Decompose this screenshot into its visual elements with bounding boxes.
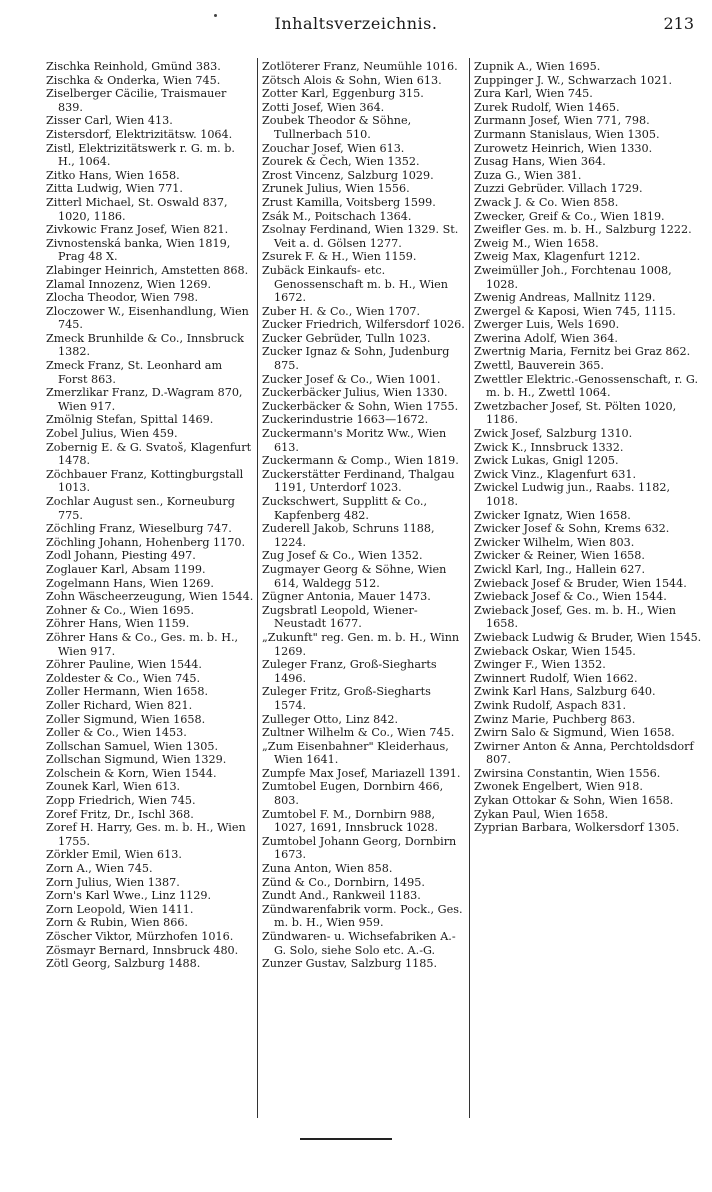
index-entry: Zwettler Elektric.-Genossenschaft, r. G. m. b. H., Zwettl 1064.	[474, 372, 698, 400]
index-entry: Zötl Georg, Salzburg 1488.	[46, 957, 201, 971]
index-entry: Zuleger Franz, Groß-Siegharts 1496.	[262, 658, 437, 685]
index-entry: Zugsbratl Leopold, Wiener-Neustadt 1677.	[262, 603, 418, 631]
index-entry: Zorn & Rubin, Wien 866.	[46, 916, 188, 930]
index-entry: Zoldester & Co., Wien 745.	[46, 671, 201, 685]
index-entry: Zwicker Ignatz, Wien 1658.	[474, 508, 631, 522]
index-entry: Zuckerstätter Ferdinand, Thalgau 1191, Unterdorf 1023.	[262, 467, 455, 495]
index-column-1	[46, 60, 254, 1140]
index-entry: Zöhrer Pauline, Wien 1544.	[46, 658, 202, 672]
index-entry: Zrost Vincenz, Salzburg 1029.	[262, 168, 434, 182]
index-entry: Zwieback Josef & Bruder, Wien 1544.	[474, 576, 687, 590]
index-entry: Zouchar Josef, Wien 613.	[262, 141, 405, 155]
index-entry: Zrunek Julius, Wien 1556.	[262, 182, 410, 196]
index-entry: Zistl, Elektrizitätswerk r. G. m. b. H., 1064.	[46, 141, 235, 169]
index-entry: Zyprian Barbara, Wolkersdorf 1305.	[474, 821, 680, 835]
index-entry: Zuckerindustrie 1663—1672.	[262, 413, 429, 427]
index-entry: Zwack J. & Co. Wien 858.	[474, 195, 619, 209]
index-entry: Zobernig E. & G. Svatoš, Klagenfurt 1478.	[46, 440, 252, 468]
index-entry: Zwick K., Innsbruck 1332.	[474, 440, 624, 454]
index-entry: Zundt And., Rankweil 1183.	[262, 889, 421, 903]
index-entry: Zitko Hans, Wien 1658.	[46, 168, 180, 182]
footer-rule	[300, 1138, 392, 1140]
index-entry: Zorn A., Wien 745.	[46, 862, 153, 876]
index-entry: Zuckerbäcker Julius, Wien 1330.	[262, 386, 448, 400]
index-entry: Zwieback Josef, Ges. m. b. H., Wien 1658.	[474, 603, 676, 631]
index-entry: Zlocha Theodor, Wien 798.	[46, 291, 199, 305]
index-entry: Zykan Ottokar & Sohn, Wien 1658.	[474, 794, 674, 808]
index-entry: Zwinnert Rudolf, Wien 1662.	[474, 671, 638, 685]
page-title: Inhaltsverzeichnis.	[274, 14, 438, 33]
index-entry: Zrust Kamilla, Voitsberg 1599.	[262, 195, 436, 209]
index-entry: Zotter Karl, Eggenburg 315.	[262, 87, 424, 101]
index-column-2	[262, 60, 466, 1140]
index-entry: Zumtobel Johann Georg, Dornbirn 1673.	[262, 834, 457, 862]
index-entry: Zwirn Salo & Sigmund, Wien 1658.	[474, 726, 675, 740]
index-entry: Zmeck Brunhilde & Co., Innsbruck 1382.	[46, 331, 244, 359]
index-entry: Zuber H. & Co., Wien 1707.	[262, 304, 421, 318]
index-entry: Zmerzlikar Franz, D.-Wagram 870, Wien 917.	[46, 386, 243, 413]
index-entry: Zucker Gebrüder, Tulln 1023.	[262, 331, 431, 345]
index-entry: Zwerger Luis, Wels 1690.	[474, 318, 620, 332]
index-entry: Zuckerbäcker & Sohn, Wien 1755.	[262, 399, 459, 413]
index-entry: Zistersdorf, Elektrizitätsw. 1064.	[46, 127, 233, 141]
index-entry: Zumtobel F. M., Dornbirn 988, 1027, 1691, Innsbruck 1028.	[262, 807, 439, 835]
index-entry: Zolschein & Korn, Wien 1544.	[46, 766, 217, 780]
index-entry: Zucker Josef & Co., Wien 1001.	[262, 372, 441, 386]
index-entry: Zivnostenská banka, Wien 1819, Prag 48 X.	[46, 236, 231, 264]
index-entry: Zwieback Oskar, Wien 1545.	[474, 644, 636, 658]
index-entry: Zollschan Sigmund, Wien 1329.	[46, 753, 227, 767]
index-entry: Zwinz Marie, Puchberg 863.	[474, 712, 636, 726]
page-number: 213	[663, 14, 694, 33]
index-entry: Zumpfe Max Josef, Mariazell 1391.	[262, 766, 461, 780]
index-entry: Zisser Carl, Wien 413.	[46, 114, 173, 128]
page-header	[0, 14, 712, 40]
index-entry: Zörkler Emil, Wien 613.	[46, 848, 182, 862]
index-entry: Zusag Hans, Wien 364.	[474, 155, 606, 169]
index-entry: Zlabinger Heinrich, Amstetten 868.	[46, 263, 249, 277]
index-entry: Zmeck Franz, St. Leonhard am Forst 863.	[46, 359, 223, 386]
index-entry: Zitterl Michael, St. Oswald 837, 1020, 1186.	[46, 195, 228, 223]
index-entry: Zurek Rudolf, Wien 1465.	[474, 100, 620, 114]
index-entry: Zoglauer Karl, Absam 1199.	[46, 562, 206, 576]
index-entry: Zwink Karl Hans, Salzburg 640.	[474, 685, 656, 699]
index-entry: Zügner Antonia, Mauer 1473.	[262, 590, 431, 604]
index-entry: Zuna Anton, Wien 858.	[262, 862, 393, 876]
index-entry: Zwicker Josef & Sohn, Krems 632.	[474, 522, 670, 536]
index-entry: Zweig M., Wien 1658.	[474, 236, 599, 250]
index-entry: Zündwaren- u. Wichsefabriken A.-G. Solo, siehe Solo etc. A.-G.	[262, 930, 456, 957]
index-entry: Zorn Leopold, Wien 1411.	[46, 902, 194, 916]
index-entry: Zollschan Samuel, Wien 1305.	[46, 739, 219, 753]
index-entry: Zöchbauer Franz, Kottingburgstall 1013.	[46, 467, 244, 495]
index-entry: Zoubek Theodor & Söhne, Tullnerbach 510.	[262, 114, 412, 141]
index-entry: Zuleger Fritz, Groß-Siegharts 1574.	[262, 685, 431, 712]
index-entry: Zlamal Innozenz, Wien 1269.	[46, 277, 212, 291]
index-entry: Zupnik A., Wien 1695.	[474, 60, 601, 73]
index-entry: Zwink Rudolf, Aspach 831.	[474, 698, 627, 712]
index-entry: Zwirner Anton & Anna, Perchtoldsdorf 807.	[474, 739, 694, 767]
index-entry: Zwicker & Reiner, Wien 1658.	[474, 549, 645, 563]
index-entry: Zwickl Karl, Ing., Hallein 627.	[474, 562, 646, 576]
index-entry: Zourek & Čech, Wien 1352.	[262, 155, 420, 169]
index-entry: Zwergel & Kaposi, Wien 745, 1115.	[474, 304, 676, 318]
index-entry: Zischka Reinhold, Gmünd 383.	[46, 60, 221, 73]
index-entry: Zoller Sigmund, Wien 1658.	[46, 712, 206, 726]
index-column-3	[474, 60, 704, 1140]
index-entry: Zorn's Karl Wwe., Linz 1129.	[46, 889, 211, 903]
index-entry: Zwerina Adolf, Wien 364.	[474, 331, 618, 345]
index-entry: Zwonek Engelbert, Wien 918.	[474, 780, 643, 794]
index-entry: Zuza G., Wien 381.	[474, 168, 582, 182]
index-entry: Zoref Fritz, Dr., Ischl 368.	[46, 807, 194, 821]
index-entry: Zoller Richard, Wien 821.	[46, 698, 193, 712]
index-entry: Zobel Julius, Wien 459.	[46, 427, 178, 441]
index-entry: Zünd & Co., Dornbirn, 1495.	[262, 875, 425, 889]
index-entry: Zoller Hermann, Wien 1658.	[46, 685, 209, 699]
index-entry: Zöscher Viktor, Mürzhofen 1016.	[46, 930, 234, 943]
index-entry: Zöchling Johann, Hohenberg 1170.	[46, 535, 246, 549]
index-entry: Zwirsina Constantin, Wien 1556.	[474, 766, 661, 780]
index-entry: Zuckermann's Moritz Ww., Wien 613.	[262, 427, 447, 454]
index-entry: Zwicker Wilhelm, Wien 803.	[474, 535, 635, 549]
index-entry: Zykan Paul, Wien 1658.	[474, 807, 609, 821]
index-entry: Zultner Wilhelm & Co., Wien 745.	[262, 726, 455, 740]
index-entry: Zwieback Ludwig & Bruder, Wien 1545.	[474, 630, 702, 644]
index-entry: Zounek Karl, Wien 613.	[46, 780, 181, 794]
index-entry: Zweig Max, Klagenfurt 1212.	[474, 250, 641, 264]
index-entry: Zulleger Otto, Linz 842.	[262, 712, 399, 726]
index-entry: Zurowetz Heinrich, Wien 1330.	[474, 141, 653, 155]
index-entry: Zischka & Onderka, Wien 745.	[46, 73, 221, 87]
index-entry: Zsurek F. & H., Wien 1159.	[262, 250, 417, 264]
index-entry: Zsák M., Poitschach 1364.	[262, 209, 412, 223]
index-entry: Zogelmann Hans, Wien 1269.	[46, 576, 214, 590]
index-entry: Zohner & Co., Wien 1695.	[46, 603, 195, 617]
index-entry: Zitta Ludwig, Wien 771.	[46, 182, 183, 196]
index-entry: Zöchling Franz, Wieselburg 747.	[46, 522, 232, 536]
index-entry: Zsolnay Ferdinand, Wien 1329. St. Veit a. d. Gölsen 1277.	[262, 223, 459, 250]
index-entry: Zwick Lukas, Gnigl 1205.	[474, 454, 619, 468]
index-entry: Zuckermann & Comp., Wien 1819.	[262, 454, 459, 468]
index-entry: Zurmann Josef, Wien 771, 798.	[474, 114, 650, 128]
index-entry: Zoller & Co., Wien 1453.	[46, 726, 187, 740]
index-entry: Zotlöterer Franz, Neumühle 1016.	[262, 60, 458, 73]
index-entry: Zwick Josef, Salzburg 1310.	[474, 427, 633, 441]
index-entry: Zöhrer Hans, Wien 1159.	[46, 617, 190, 631]
index-entry: Zunzer Gustav, Salzburg 1185.	[262, 957, 438, 971]
index-entry: Zösmayr Bernard, Innsbruck 480.	[46, 943, 239, 957]
index-entry: Zurmann Stanislaus, Wien 1305.	[474, 127, 660, 141]
index-entry: Ziselberger Cäcilie, Traismauer 839.	[46, 87, 227, 114]
index-entry: Zug Josef & Co., Wien 1352.	[262, 549, 423, 563]
index-entry: Zötsch Alois & Sohn, Wien 613.	[262, 73, 442, 87]
index-entry: Zweifler Ges. m. b. H., Salzburg 1222.	[474, 223, 692, 237]
index-entry: Zündwarenfabrik vorm. Pock., Ges. m. b. H., Wien 959.	[262, 902, 463, 930]
index-entry: Zwick Vinz., Klagenfurt 631.	[474, 467, 637, 481]
index-entry: Zoref H. Harry, Ges. m. b. H., Wien 1755.	[46, 821, 246, 848]
index-entry: Zohn Wäscheerzeugung, Wien 1544.	[46, 590, 254, 604]
index-entry: Zwetzbacher Josef, St. Pölten 1020, 1186.	[474, 399, 677, 427]
index-columns	[0, 60, 712, 1140]
index-entry: Zwertnig Maria, Fernitz bei Graz 862.	[474, 345, 691, 359]
index-entry: Zuckschwert, Supplitt & Co., Kapfenberg 482.	[262, 495, 428, 522]
index-entry: Zwinger F., Wien 1352.	[474, 658, 606, 672]
index-entry: Zopp Friedrich, Wien 745.	[46, 794, 196, 808]
index-entry: Zucker Friedrich, Wilfersdorf 1026.	[262, 318, 465, 332]
index-entry: Zuzzi Gebrüder. Villach 1729.	[474, 182, 643, 196]
index-entry: Zwecker, Greif & Co., Wien 1819.	[474, 209, 665, 223]
index-entry: Zotti Josef, Wien 364.	[262, 100, 385, 114]
index-entry: Zuderell Jakob, Schruns 1188, 1224.	[262, 522, 435, 549]
index-entry: Zumtobel Eugen, Dornbirn 466, 803.	[262, 780, 444, 808]
index-entry: Zucker Ignaz & Sohn, Judenburg 875.	[262, 345, 450, 373]
index-entry: Zloczower W., Eisenhandlung, Wien 745.	[46, 304, 249, 332]
index-entry: Zuppinger J. W., Schwarzach 1021.	[474, 73, 673, 87]
index-entry: Zweimüller Joh., Forchtenau 1008, 1028.	[474, 263, 672, 291]
index-entry: Zugmayer Georg & Söhne, Wien 614, Waldegg 512.	[262, 562, 447, 590]
index-entry: Zubäck Einkaufs- etc. Genossenschaft m. b. H., Wien 1672.	[262, 263, 449, 305]
index-entry: Zöhrer Hans & Co., Ges. m. b. H., Wien 917.	[46, 630, 239, 658]
index-entry: Zochlar August sen., Korneuburg 775.	[46, 495, 235, 522]
index-entry: Zwickel Ludwig jun., Raabs. 1182, 1018.	[474, 481, 671, 508]
print-mark	[214, 14, 217, 17]
index-entry: „Zum Eisenbahner" Kleiderhaus, Wien 1641.	[262, 739, 449, 767]
index-entry: „Zukunft" reg. Gen. m. b. H., Winn 1269.	[262, 630, 460, 658]
index-entry: Zwieback Josef & Co., Wien 1544.	[474, 590, 667, 604]
index-entry: Zura Karl, Wien 745.	[474, 87, 593, 101]
index-entry: Zivkowic Franz Josef, Wien 821.	[46, 223, 229, 237]
index-entry: Zwenig Andreas, Mallnitz 1129.	[474, 291, 656, 305]
index-entry: Zodl Johann, Piesting 497.	[46, 549, 196, 563]
index-entry: Zwettl, Bauverein 365.	[474, 359, 604, 373]
index-entry: Zorn Julius, Wien 1387.	[46, 875, 180, 889]
index-entry: Zmölnig Stefan, Spittal 1469.	[46, 413, 214, 427]
